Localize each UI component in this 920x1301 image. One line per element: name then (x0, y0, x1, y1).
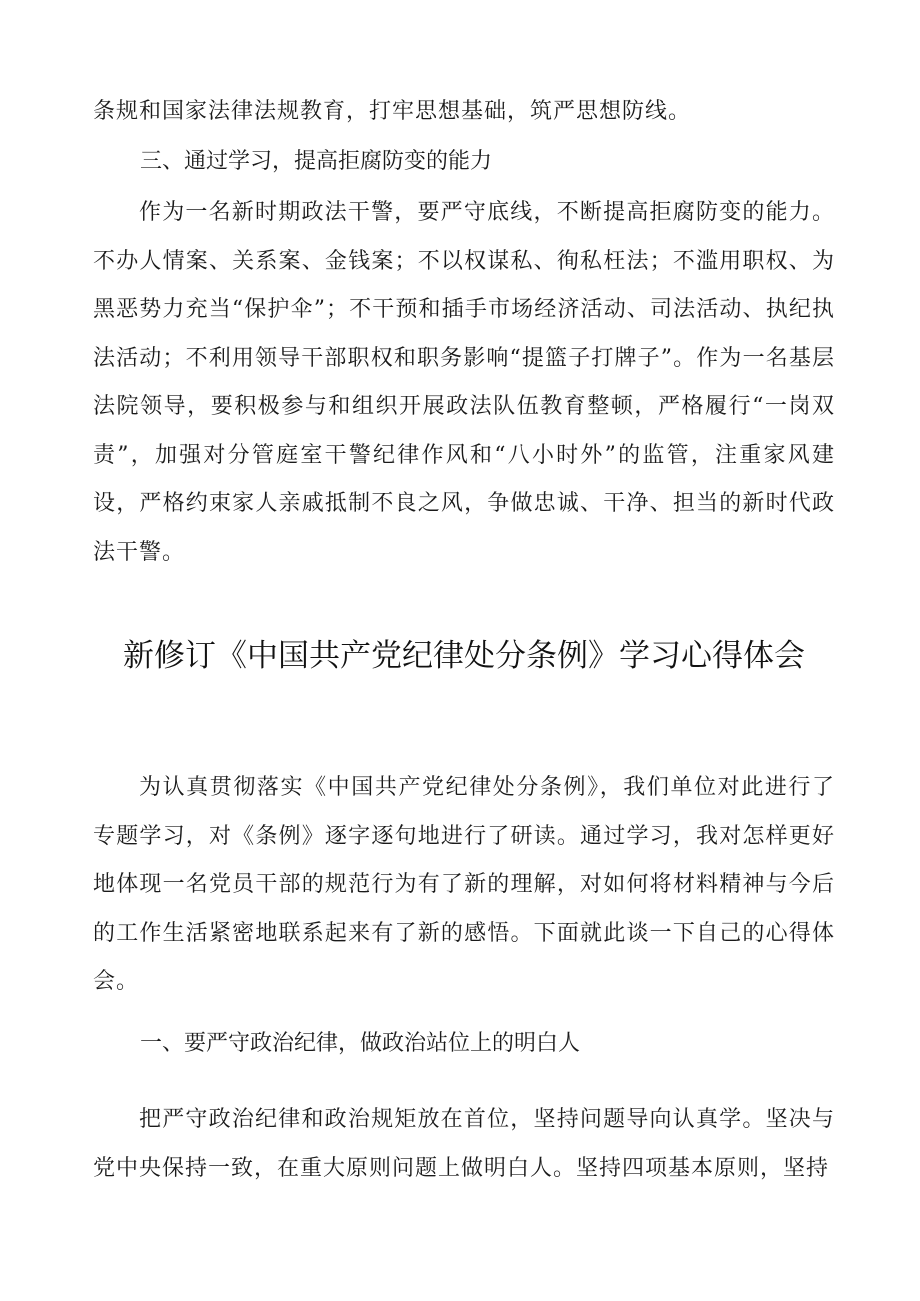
intro-paragraph: 为认真贯彻落实《中国共产党纪律处分条例》，我们单位对此进行了专题学习，对《条例》逐字逐句地进行了研读。通过学习，我对怎样更好地体现一名党员干部的规范行为有了新的理解，对如何将材料精神与今后的工作生活紧密地联系起来有了新的感悟。下面就此谈一下自己的心得体会。 (93, 775, 835, 994)
article-title: 新修订《中国共产党纪律处分条例》学习心得体会 (123, 638, 805, 674)
section-three-heading: 三、通过学习，提高拒腐防变的能力 (140, 149, 493, 174)
section-three-paragraph: 作为一名新时期政法干警，要严守底线，不断提高拒腐防变的能力。不办人情案、关系案、金钱案；不以权谋私、徇私枉法；不滥用职权、为黑恶势力充当“保护伞”；不干预和插手市场经济活动、司法活动、执纪执法活动；不利用领导干部职权和职务影响“提篮子打牌子”。作为一名基层法院领导，要积极参与和组织开展政法队伍教育整顿，严格履行“一岗双责”，加强对分管庭室干警纪律作风和“八小时外”的监管，注重家风建设，严格约束家人亲戚抵制不良之风，争做忠诚、干净、担当的新时代政法干警。 (93, 200, 835, 565)
continuation-paragraph: 条规和国家法律法规教育，打牢思想基础，筑严思想防线。 (93, 99, 692, 124)
section-one-paragraph: 把严守政治纪律和政治规矩放在首位，坚持问题导向认真学。坚决与党中央保持一致，在重大原则问题上做明白人。坚持四项基本原则，坚持 (93, 1107, 835, 1181)
section-one-heading: 一、要严守政治纪律，做政治站位上的明白人 (140, 1031, 581, 1056)
